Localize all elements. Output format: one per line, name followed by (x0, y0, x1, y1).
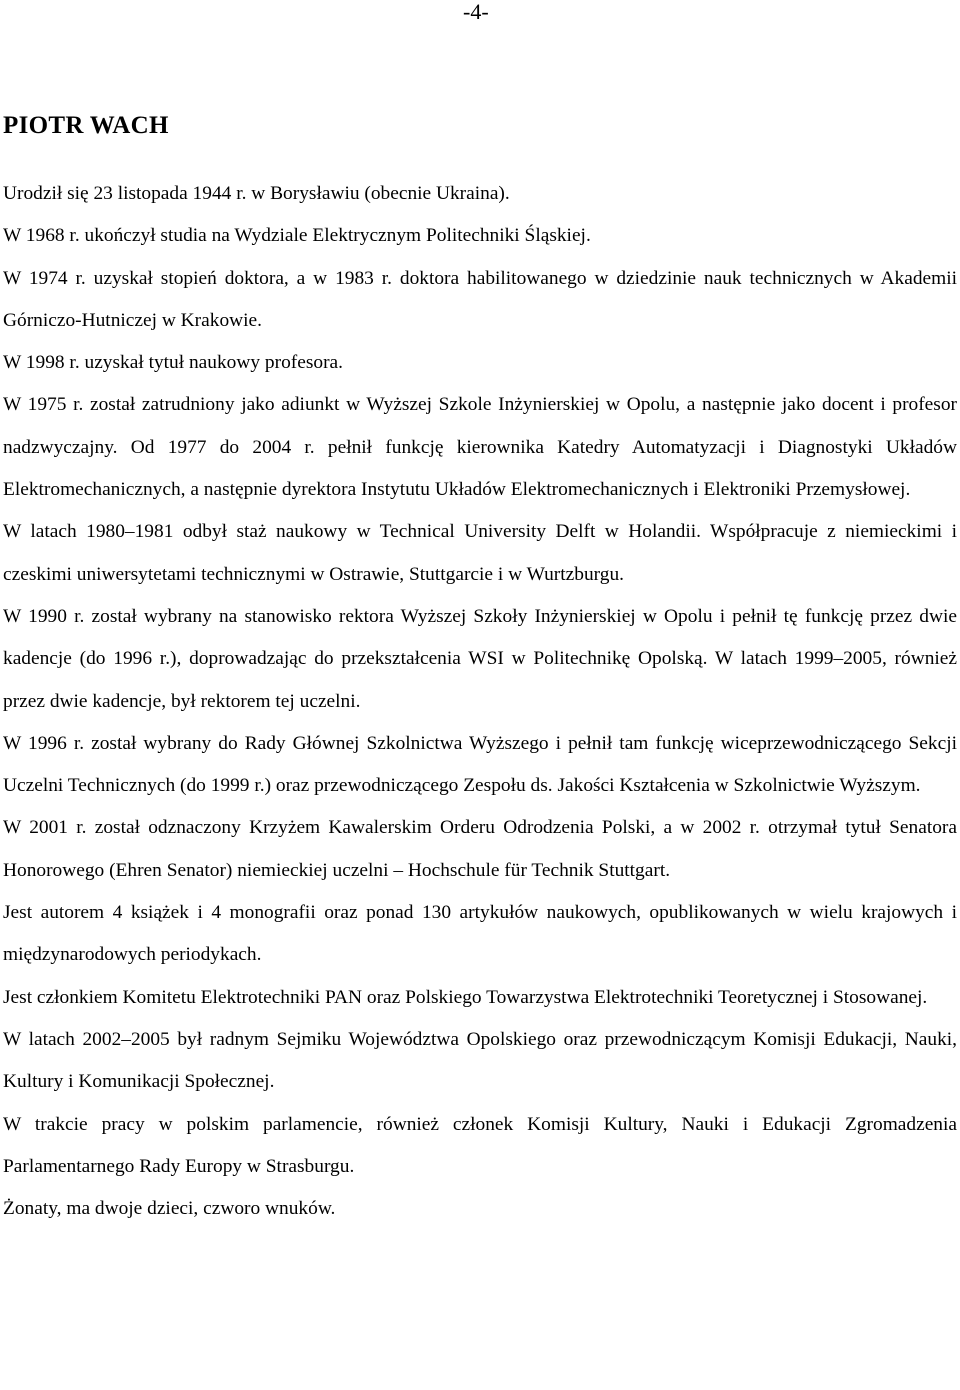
paragraph-family: Żonaty, ma dwoje dzieci, czworo wnuków. (3, 1198, 336, 1220)
biography-body (3, 173, 957, 1230)
paragraph-professor-title: W 1998 r. uzyskał tytuł naukowy profesora. (3, 352, 343, 374)
paragraph-internship: W latach 1980–1981 odbył staż naukowy w Technical University Delft w Holandii. Współpracuje z niemieckimi i czeskimi uniwersytetami technicznymi w Ostrawie, Stuttgarcie i w Wurtzburgu. (3, 521, 957, 585)
paragraph-council: W 1996 r. został wybrany do Rady Głównej Szkolnictwa Wyższego i pełnił tam funkcję wiceprzewodniczącego Sekcji Uczelni Technicznych (do 1999 r.) oraz przewodniczącego Zespołu ds. Jakości Kształcenia w Szkolnictwie Wyższym. (3, 732, 957, 797)
paragraph-publications: Jest autorem 4 książek i 4 monografii oraz ponad 130 artykułów naukowych, opublikowanych w wielu krajowych i międzynarodowych periodykach. (3, 902, 957, 966)
paragraph-parliament: W trakcie pracy w polskim parlamencie, również członek Komisji Kultury, Nauki i Edukacji Zgromadzenia Parlamentarnego Rady Europy w Strasburgu. (3, 1113, 957, 1177)
paragraph-awards: W 2001 r. został odznaczony Krzyżem Kawalerskim Orderu Odrodzenia Polski, a w 2002 r. otrzymał tytuł Senatora Honorowego (Ehren Senator) niemieckiej uczelni – Hochschule für Technik Stuttgart. (3, 817, 957, 881)
page-number: -4- (463, 0, 489, 24)
paragraph-rector: W 1990 r. został wybrany na stanowisko rektora Wyższej Szkoły Inżynierskiej w Opolu i pełnił tę funkcję przez dwie kadencje (do 1996 r.), doprowadzając do przekształcenia WSI w Politechnikę Opolską. W latach 1999–2005, również przez dwie kadencje, był rektorem tej uczelni. (3, 605, 957, 712)
document-title: PIOTR WACH (3, 112, 169, 139)
paragraph-birth: Urodził się 23 listopada 1944 r. w Borysławiu (obecnie Ukraina). (3, 183, 510, 204)
paragraph-employment: W 1975 r. został zatrudniony jako adiunkt w Wyższej Szkole Inżynierskiej w Opolu, a następnie jako docent i profesor nadzwyczajny. Od 1977 do 2004 r. pełnił funkcję kierownika Katedry Automatyzacji i Diagnostyki Układów Elektromechanicznych, a następnie dyrektora Instytutu Układów Elektromechanicznych i Elektroniki Przemysłowej. (3, 394, 957, 501)
paragraph-regional-council: W latach 2002–2005 był radnym Sejmiku Województwa Opolskiego oraz przewodniczącym Komisji Edukacji, Nauki, Kultury i Komunikacji Społecznej. (3, 1028, 957, 1093)
paragraph-degrees: W 1974 r. uzyskał stopień doktora, a w 1983 r. doktora habilitowanego w dziedzinie nauk technicznych w Akademii Górniczo-Hutniczej w Krakowie. (3, 267, 957, 331)
paragraph-memberships: Jest członkiem Komitetu Elektrotechniki PAN oraz Polskiego Towarzystwa Elektrotechniki Teoretycznej i Stosowanej. (3, 986, 928, 1008)
paragraph-studies: W 1968 r. ukończył studia na Wydziale Elektrycznym Politechniki Śląskiej. (3, 225, 591, 247)
